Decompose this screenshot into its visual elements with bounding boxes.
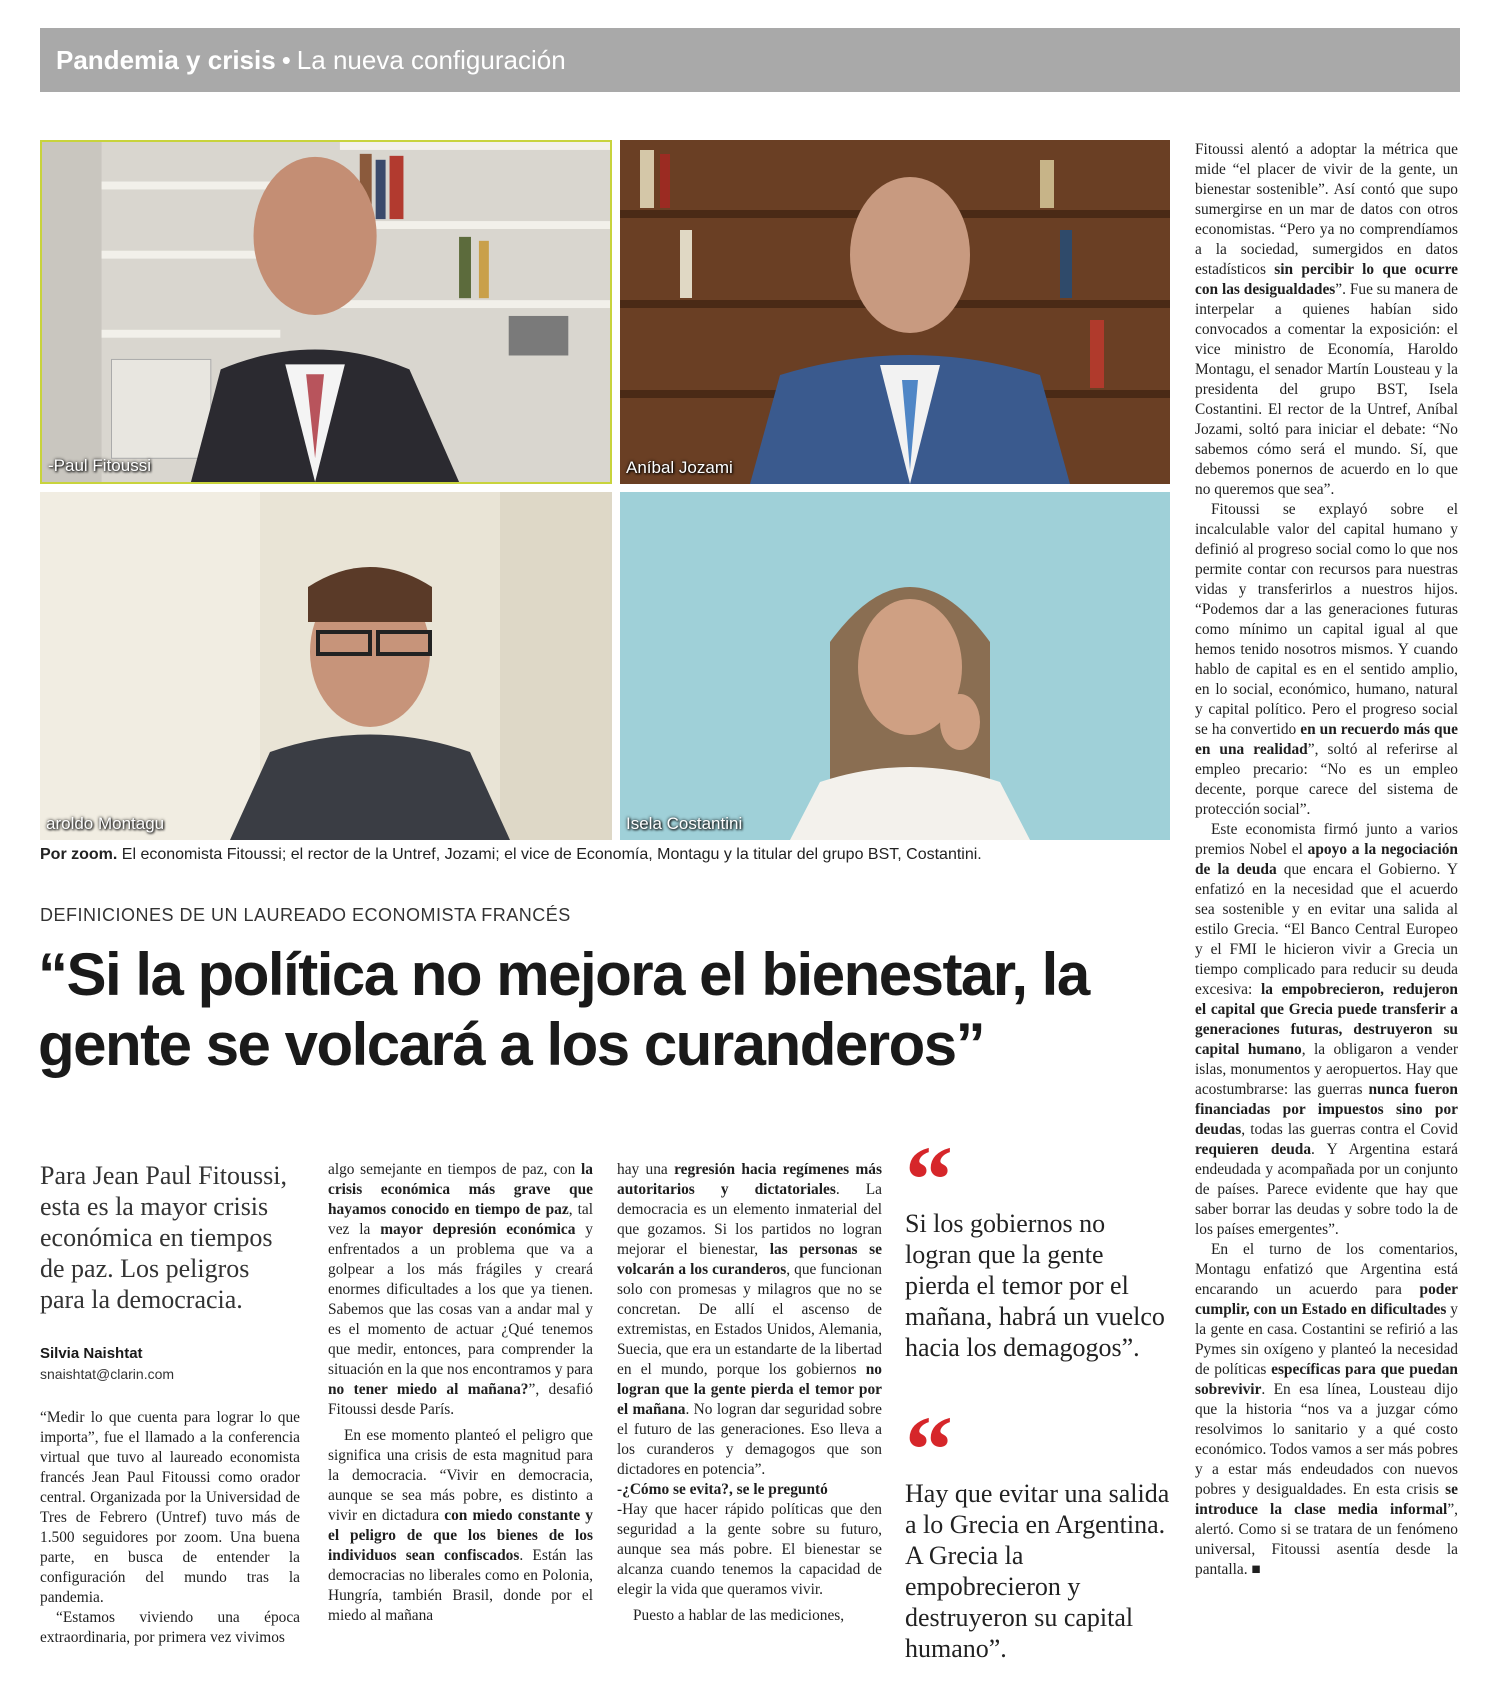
- text-run-bold: sin percibir lo que ocurre con las desigualdades: [1195, 261, 1458, 298]
- text-run: , que funcionan solo con promesas y milagros que no se concretan. De allí el ascenso de extremistas, en Estados Unidos, Alemania, Suecia, que era un estandarte de la libertad en el mundo, porque los gobiernos: [617, 1261, 882, 1378]
- interview-question: [617, 1480, 882, 1500]
- body-column-3: [617, 1160, 882, 1626]
- text-run-bold: -¿Cómo se evita?, se le preguntó: [617, 1481, 828, 1498]
- text-run: hay una: [617, 1161, 675, 1178]
- body-paragraph: [328, 1426, 593, 1626]
- body-paragraph: [1195, 1240, 1458, 1580]
- text-run: Fitoussi se explayó sobre el incalculable valor del capital humano y definió al progreso social como lo que nos permite contar con recursos para nuestras vidas y transferirlos a nuestros hijos. “Podemos dar a las generaciones futuras como mínimo un capital igual al que hemos tenido nosotros mismos. Y cuando hablo de capital es en el sentido amplio, en lo social, económico, humano, natural y capital político. Pero el progreso social se ha convertido: [1195, 501, 1458, 738]
- text-run-bold: específicas para que puedan sobrevivir: [1195, 1361, 1458, 1398]
- text-run-bold: la empobrecieron, redujeron el capital que Grecia puede transferir a generaciones futuras, destruyeron su capital humano: [1195, 981, 1458, 1058]
- section-header-bar: [40, 28, 1460, 92]
- body-paragraph: [1195, 500, 1458, 820]
- end-mark-icon: ■: [1251, 1561, 1261, 1578]
- text-run-bold: las personas se volcarán a los curanderos: [617, 1241, 882, 1278]
- text-run-bold: con miedo constante y el peligro de que los bienes de los individuos sean confiscados: [328, 1507, 593, 1564]
- text-run: . En esa línea, Lousteau dijo que la historia “nos va a juzgar cómo resolvimos lo sanitario y a qué costo económico. Todos vamos a ser más pobres y a estar más endeudados con nuevos pobres y desigualdades. En esta crisis: [1195, 1381, 1458, 1498]
- photo-costantini: [620, 492, 1170, 840]
- subsection-name: La nueva configuración: [296, 44, 566, 75]
- text-run-bold: poder cumplir, con un Estado en dificultades: [1195, 1281, 1458, 1318]
- caption-text: El economista Fitoussi; el rector de la Untref, Jozami; el vice de Economía, Montagu y la titular del grupo BST, Costantini.: [117, 846, 982, 863]
- text-run: y enfrentados a un problema que va a golpear a los más frágiles y creará enormes dificultades a los que ya tienen. Sabemos que las cosas van a andar mal y es el momento de actuar ¿Qué tenemos que medir, entonces, para comprender la situación en la que nos encontramos y para: [328, 1221, 594, 1378]
- photo-tile-jozami: [620, 140, 1170, 484]
- text-run: . La democracia es un elemento inmaterial del que gozamos. Si los partidos no logran mejorar el bienestar,: [617, 1181, 882, 1258]
- text-run: En el turno de los comentarios, Montagu enfatizó que Argentina está encarando un acuerdo para: [1195, 1241, 1458, 1298]
- photo-label-fitoussi: -Paul Fitoussi: [48, 456, 151, 475]
- pull-quote-text: Hay que evitar una salida a lo Grecia en Argentina. A Grecia la empobrecieron y destruyeron su capital humano”.: [905, 1479, 1170, 1663]
- article-headline: “Si la política no mejora el bienestar, la gente se volcará a los curanderos”: [38, 941, 1089, 1078]
- photo-jozami: [620, 140, 1170, 484]
- text-run: y la gente en casa. Costantini se refirió a las Pymes sin oxígeno y planteó la necesidad de políticas: [1195, 1301, 1459, 1378]
- body-column-1: [40, 1408, 300, 1648]
- text-run-bold: nunca fueron financiadas por impuestos sino por deudas: [1195, 1081, 1458, 1138]
- text-run: que encara el Gobierno. Y enfatizó en la necesidad que el acuerdo sea sostenible y en evitar una salida al estilo Grecia. “El Banco Central Europeo y el FMI le hicieron vivir a Grecia un tiempo complicado para reducir su deuda excesiva:: [1195, 861, 1459, 998]
- photo-caption: [40, 846, 1170, 864]
- pull-quote-2: [905, 1396, 1170, 1664]
- text-run: , la obligaron a vender islas, monumentos y aeropuertos. Hay que acostumbrarse: las guerras: [1195, 1041, 1458, 1098]
- photo-label-jozami: Aníbal Jozami: [626, 458, 733, 477]
- byline-author: Silvia Naishtat: [40, 1345, 143, 1362]
- text-run: ”. Fue su manera de interpelar a quienes habían sido convocados a comentar la exposición: el vice ministro de Economía, Haroldo Montagu, el senador Martín Lousteau y la presidenta del grupo BST, Isela Costantini. El rector de la Untref, Aníbal Jozami, soltó para iniciar el debate: “No sabemos cómo será el mundo. Sí, que debemos ponernos de acuerdo en lo que no queremos que sea”.: [1195, 281, 1459, 498]
- text-run-bold: la crisis económica más grave que hayamos conocido en tiempo de paz: [328, 1161, 593, 1218]
- body-paragraph: “Estamos viviendo una época extraordinaria, por primera vez vivimos: [40, 1609, 300, 1646]
- text-run-bold: apoyo a la negociación de la deuda: [1195, 841, 1458, 878]
- pull-quote-text: Si los gobiernos no logran que la gente pierda el temor por el mañana, habrá un vuelco hacia los demagogos”.: [905, 1209, 1165, 1362]
- photo-tile-costantini: [620, 492, 1170, 840]
- text-run: ”, soltó al referirse al empleo precario: “No es un empleo decente, porque carece del sistema de protección social”.: [1195, 741, 1458, 818]
- caption-lead: Por zoom.: [40, 846, 118, 863]
- body-paragraph: [617, 1160, 882, 1480]
- text-run: Fitoussi alentó a adoptar la métrica que mide “el placer de vivir de la gente, un bienestar sostenible”. Así contó que supo sumergirse en un mar de datos con otros economistas. “Pero ya no comprendíamos a la sociedad, sumergidos en datos estadísticos: [1195, 141, 1458, 278]
- text-run-bold: requieren deuda: [1195, 1141, 1312, 1158]
- pull-quote-1: [905, 1126, 1170, 1363]
- text-run: . No logran dar seguridad sobre el futuro de las generaciones. Eso lleva a los curanderos y demagogos que son dictadores en potencia”.: [617, 1401, 882, 1478]
- text-run-bold: regresión hacia regímenes más autoritarios y dictatoriales: [617, 1161, 882, 1198]
- body-paragraph: [1195, 140, 1458, 500]
- section-name: Pandemia y crisis: [56, 44, 276, 75]
- photo-tile-montagu: [40, 492, 612, 840]
- text-run: ”, alertó. Como si se tratara de un fenómeno universal, Fitoussi asentía desde la pantalla.: [1195, 1501, 1458, 1578]
- text-run: . Están las democracias no liberales como en Polonia, Hungría, también Brasil, donde por el miedo al mañana: [328, 1547, 593, 1624]
- photo-montagu: [40, 492, 612, 840]
- text-run: Este economista firmó junto a varios premios Nobel el: [1195, 821, 1458, 858]
- text-run: . Y Argentina estará endeudada y acompañada por un conjunto de países. Parece evidente que hay que saber borrar las deudas y sobre todo la de los países emergentes”.: [1195, 1141, 1458, 1238]
- photo-tile-fitoussi: [40, 140, 612, 484]
- article-deck: Para Jean Paul Fitoussi, esta es la mayor crisis económica en tiempos de paz. Los peligros para la democracia.: [40, 1161, 287, 1314]
- text-run: ”, desafió Fitoussi desde París.: [328, 1381, 593, 1418]
- text-run: En ese momento planteó el peligro que significa una crisis de esta magnitud para la democracia. “Vivir en democracia, aunque se sea más pobre, es distinto a vivir en dictadura: [328, 1427, 593, 1524]
- zoom-photo-grid: [40, 140, 1170, 840]
- body-column-right: [1195, 140, 1458, 1580]
- photo-label-montagu: aroldo Montagu: [46, 814, 165, 833]
- photo-label-costantini: Isela Costantini: [626, 814, 743, 833]
- body-paragraph: “Medir lo que cuenta para lograr lo que importa”, fue el llamado a la conferencia virtual que tuvo al laureado economista francés Jean Paul Fitoussi como orador central. Organizada por la Universidad de Tres de Febrero (Untref) tuvo más de 1.500 seguidores por zoom. Una buena parte, en busca de entender la configuración del mundo tras la pandemia.: [40, 1409, 300, 1606]
- text-run: , todas las guerras contra el Covid: [1241, 1121, 1458, 1138]
- body-paragraph: Puesto a hablar de las mediciones,: [633, 1607, 845, 1624]
- body-paragraph: -Hay que hacer rápido políticas que den seguridad a la gente sobre su futuro, aunque sea más pobre. El bienestar se alcanza cuando tenemos la capacidad de elegir la vida que queramos vivir.: [617, 1501, 882, 1598]
- photo-fitoussi: [42, 142, 610, 482]
- article-kicker: DEFINICIONES DE UN LAUREADO ECONOMISTA FRANCÉS: [40, 905, 571, 925]
- quote-mark-icon: “: [905, 1126, 949, 1233]
- body-paragraph: [328, 1160, 593, 1420]
- quote-mark-icon: “: [905, 1396, 949, 1503]
- text-run-bold: en un recuerdo más que en una realidad: [1195, 721, 1458, 758]
- text-run-bold: no logran que la gente pierda el temor por el mañana: [617, 1361, 882, 1418]
- text-run-bold: se introduce la clase media informal: [1195, 1481, 1458, 1518]
- text-run-bold: mayor depresión económica: [380, 1221, 576, 1238]
- body-column-2: [328, 1160, 593, 1626]
- body-paragraph: [1195, 820, 1458, 1240]
- byline-email: snaishtat@clarin.com: [40, 1366, 175, 1382]
- text-run-bold: no tener miedo al mañana?: [328, 1381, 529, 1398]
- section-separator: •: [281, 44, 291, 75]
- text-run: algo semejante en tiempos de paz, con: [328, 1161, 582, 1178]
- text-run: , tal vez la: [328, 1201, 593, 1238]
- byline: [40, 1345, 290, 1382]
